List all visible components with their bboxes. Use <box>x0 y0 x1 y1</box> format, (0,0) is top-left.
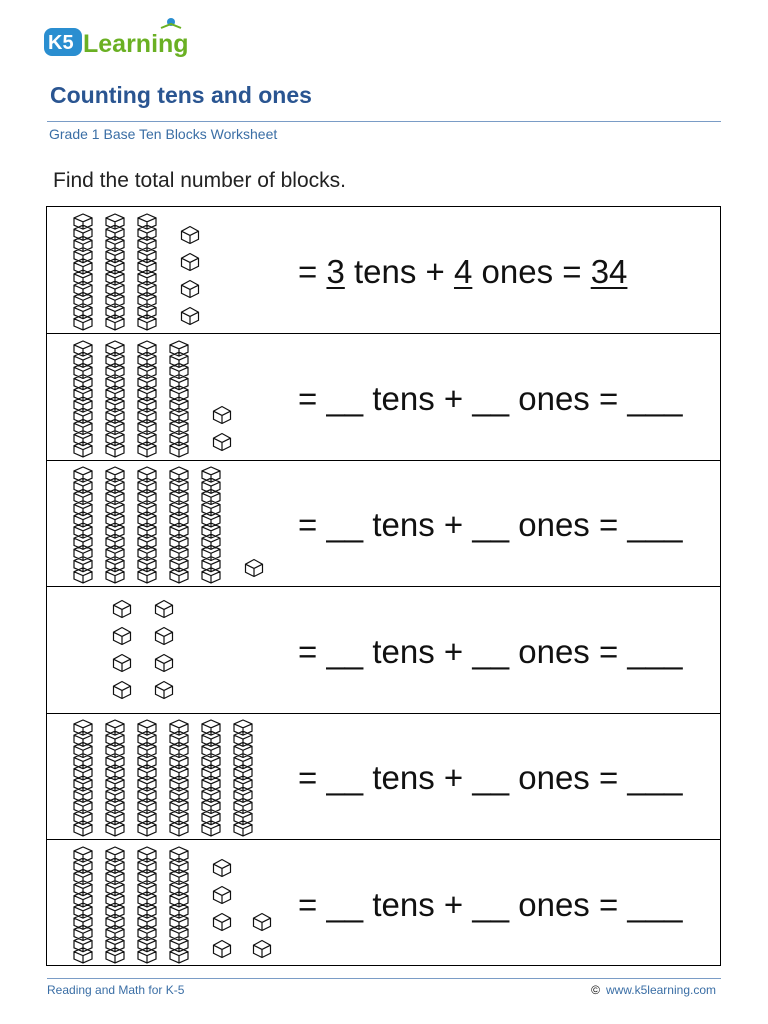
plus-sign: + <box>443 759 464 796</box>
header-divider <box>47 121 721 122</box>
tens-rod <box>138 467 156 583</box>
unit-cube <box>114 681 131 698</box>
svg-text:Learning: Learning <box>83 30 189 58</box>
plus-sign: + <box>443 632 464 670</box>
tens-rod <box>170 341 188 457</box>
unit-cube <box>214 913 231 930</box>
plus-sign: + <box>443 379 464 417</box>
ones-answer[interactable]: __ <box>472 506 510 543</box>
tens-rod <box>170 467 188 583</box>
k5-learning-logo <box>43 14 213 60</box>
tens-rod <box>74 467 92 583</box>
unit-cube <box>214 406 231 423</box>
tens-rod <box>74 214 92 330</box>
equals-sign: = <box>598 506 619 543</box>
tens-rod <box>74 341 92 457</box>
worksheet-row <box>47 334 720 461</box>
tens-rod <box>106 467 124 583</box>
ones-answer[interactable]: __ <box>472 885 510 923</box>
unit-cube <box>156 681 173 698</box>
equals-sign: = <box>598 379 619 417</box>
worksheet-row <box>47 207 720 334</box>
footer-tagline: Reading and Math for K-5 <box>47 983 185 997</box>
equals-sign: = <box>298 379 318 417</box>
base-ten-blocks <box>47 207 287 333</box>
base-ten-blocks <box>47 840 287 966</box>
ones-answer[interactable]: 4 <box>453 253 473 290</box>
ones-label: ones <box>518 759 590 796</box>
tens-rod <box>234 720 252 836</box>
ones-answer[interactable]: __ <box>472 632 510 670</box>
total-answer[interactable]: ___ <box>627 506 683 543</box>
tens-rod <box>202 720 220 836</box>
total-answer[interactable]: 34 <box>590 253 628 290</box>
tens-rod <box>106 341 124 457</box>
total-answer[interactable]: ___ <box>627 759 683 796</box>
tens-answer[interactable]: __ <box>326 379 364 417</box>
base-ten-blocks <box>47 460 287 586</box>
footer-url[interactable]: www.k5learning.com <box>605 983 716 997</box>
page-subtitle: Grade 1 Base Ten Blocks Worksheet <box>49 126 278 142</box>
tens-rod <box>138 214 156 330</box>
total-answer[interactable]: ___ <box>627 379 683 417</box>
unit-cube <box>246 560 263 577</box>
ones-answer[interactable]: __ <box>472 379 510 417</box>
total-answer[interactable]: ___ <box>627 632 683 670</box>
page-title: Counting tens and ones <box>50 82 312 108</box>
unit-cube <box>156 600 173 617</box>
tens-label: tens <box>372 885 435 923</box>
tens-answer[interactable]: __ <box>326 506 364 543</box>
tens-answer[interactable]: __ <box>326 632 364 670</box>
equation <box>298 253 627 291</box>
tens-label: tens <box>372 379 435 417</box>
footer-site <box>591 983 716 997</box>
unit-cube <box>182 227 199 244</box>
tens-rod <box>138 720 156 836</box>
ones-label: ones <box>481 253 554 290</box>
equals-sign: = <box>298 632 318 670</box>
tens-rod <box>138 341 156 457</box>
tens-answer[interactable]: __ <box>326 759 364 796</box>
unit-cube <box>254 913 271 930</box>
ones-answer[interactable]: __ <box>472 759 510 796</box>
worksheet-table <box>46 206 721 966</box>
worksheet-row <box>47 460 720 587</box>
equals-sign: = <box>298 885 318 923</box>
equals-sign: = <box>598 885 619 923</box>
equation <box>298 886 682 924</box>
worksheet-row <box>47 587 720 714</box>
equals-sign: = <box>298 506 318 543</box>
unit-cube <box>182 254 199 271</box>
unit-cube <box>182 308 199 325</box>
equals-sign: = <box>598 632 619 670</box>
footer-divider <box>47 978 721 979</box>
tens-rod <box>138 847 156 963</box>
tens-rod <box>74 847 92 963</box>
total-answer[interactable]: ___ <box>627 885 683 923</box>
tens-rod <box>106 847 124 963</box>
svg-text:K5: K5 <box>48 32 74 54</box>
tens-rod <box>170 720 188 836</box>
tens-rod <box>106 214 124 330</box>
equation <box>298 380 682 418</box>
unit-cube <box>156 654 173 671</box>
unit-cube <box>214 940 231 957</box>
equals-sign: = <box>298 759 318 796</box>
equation <box>298 506 682 544</box>
ones-label: ones <box>518 632 590 670</box>
tens-label: tens <box>353 253 417 290</box>
tens-label: tens <box>372 506 435 543</box>
ones-label: ones <box>518 506 590 543</box>
plus-sign: + <box>443 506 464 543</box>
ones-label: ones <box>518 885 590 923</box>
base-ten-blocks <box>47 587 287 713</box>
tens-label: tens <box>372 632 435 670</box>
tens-rod <box>74 720 92 836</box>
equation <box>298 759 682 797</box>
unit-cube <box>114 654 131 671</box>
unit-cube <box>214 859 231 876</box>
unit-cube <box>156 627 173 644</box>
tens-label: tens <box>372 759 435 796</box>
unit-cube <box>114 600 131 617</box>
equation <box>298 633 682 671</box>
ones-label: ones <box>518 379 590 417</box>
equals-sign: = <box>598 759 619 796</box>
worksheet-row <box>47 840 720 967</box>
base-ten-blocks <box>47 334 287 460</box>
instructions: Find the total number of blocks. <box>53 169 346 192</box>
plus-sign: + <box>443 885 464 923</box>
tens-rod <box>202 467 220 583</box>
tens-rod <box>170 847 188 963</box>
plus-sign: + <box>425 253 445 290</box>
equals-sign: = <box>562 253 582 290</box>
unit-cube <box>114 627 131 644</box>
unit-cube <box>214 433 231 450</box>
unit-cube <box>214 886 231 903</box>
tens-answer[interactable]: __ <box>326 885 364 923</box>
unit-cube <box>182 281 199 298</box>
copyright-symbol: © <box>591 983 600 997</box>
tens-answer[interactable]: 3 <box>326 253 345 290</box>
worksheet-row <box>47 713 720 840</box>
tens-rod <box>106 720 124 836</box>
unit-cube <box>254 940 271 957</box>
equals-sign: = <box>298 253 318 290</box>
base-ten-blocks <box>47 713 287 839</box>
